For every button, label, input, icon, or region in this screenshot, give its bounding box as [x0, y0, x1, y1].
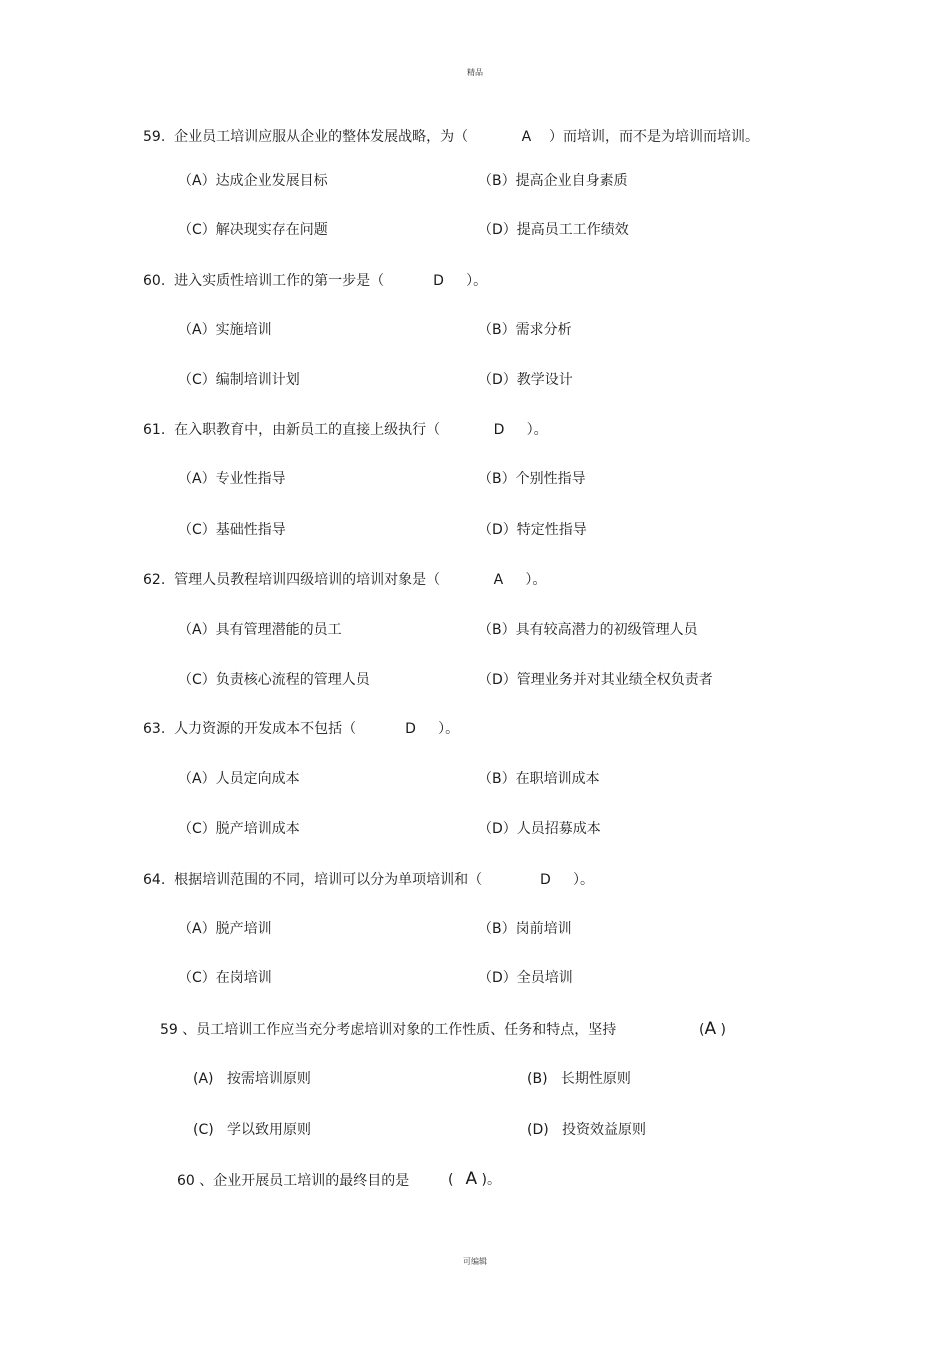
question-61-stem: 61. 在入职教育中，由新员工的直接上级执行（ D ）。: [143, 422, 548, 438]
q61-option-b: （B）个别性指导: [478, 471, 586, 487]
question-59-stem: 59. 企业员工培训应服从企业的整体发展战略，为（ A ）而培训，而不是为培训而培训。: [143, 129, 759, 145]
question-62-stem: 62. 管理人员教程培训四级培训的培训对象是（ A ）。: [143, 572, 547, 588]
q64-option-b: （B）岗前培训: [478, 921, 572, 937]
question-64-stem: 64. 根据培训范围的不同，培训可以分为单项培训和（ D ）。: [143, 872, 595, 888]
page-footer: 可编辑: [463, 1257, 487, 1266]
q59b-option-b: (B) 长期性原则: [527, 1071, 631, 1087]
question-60b-answer: [448, 1170, 501, 1189]
answer-close-paren: )。: [477, 1172, 502, 1188]
q63-option-d: （D）人员招募成本: [478, 821, 601, 837]
q61-option-a: （A）专业性指导: [178, 471, 286, 487]
q63-option-a: （A）人员定向成本: [178, 771, 300, 787]
q59b-option-d: (D) 投资效益原则: [527, 1122, 647, 1138]
answer-open-paren: (: [699, 1022, 705, 1038]
answer-letter: A: [704, 1019, 717, 1039]
answer-letter: A: [465, 1169, 478, 1189]
q59-option-b: （B）提高企业自身素质: [478, 173, 628, 189]
q64-option-d: （D）全员培训: [478, 970, 573, 986]
q61-option-d: （D）特定性指导: [478, 522, 587, 538]
page-header: 精品: [467, 68, 483, 77]
question-60-stem: 60. 进入实质性培训工作的第一步是（ D ）。: [143, 273, 488, 289]
q63-option-c: （C）脱产培训成本: [178, 821, 300, 837]
q59b-option-c: (C) 学以致用原则: [193, 1122, 312, 1138]
answer-close-paren: ): [716, 1022, 727, 1038]
answer-open-paren: (: [448, 1172, 454, 1188]
q61-option-c: （C）基础性指导: [178, 522, 286, 538]
question-60b-stem: 60 、企业开展员工培训的最终目的是: [177, 1173, 410, 1189]
q60-option-b: （B）需求分析: [478, 322, 572, 338]
q63-option-b: （B）在职培训成本: [478, 771, 600, 787]
q59b-option-a: (A) 按需培训原则: [193, 1071, 311, 1087]
q60-option-d: （D）教学设计: [478, 372, 573, 388]
q60-option-c: （C）编制培训计划: [178, 372, 300, 388]
question-59b-stem: 59 、员工培训工作应当充分考虑培训对象的工作性质、任务和特点，坚持: [160, 1022, 617, 1038]
q60-option-a: （A）实施培训: [178, 322, 272, 338]
question-63-stem: 63. 人力资源的开发成本不包括（ D ）。: [143, 721, 460, 737]
q62-option-c: （C）负责核心流程的管理人员: [178, 672, 370, 688]
q59-option-d: （D）提高员工工作绩效: [478, 222, 629, 238]
q64-option-c: （C）在岗培训: [178, 970, 272, 986]
q62-option-b: （B）具有较高潜力的初级管理人员: [478, 622, 698, 638]
q59-option-c: （C）解决现实存在问题: [178, 222, 328, 238]
question-59b-answer: [699, 1020, 726, 1039]
q64-option-a: （A）脱产培训: [178, 921, 272, 937]
q62-option-a: （A）具有管理潜能的员工: [178, 622, 342, 638]
q59-option-a: （A）达成企业发展目标: [178, 173, 328, 189]
q62-option-d: （D）管理业务并对其业绩全权负责者: [478, 672, 713, 688]
